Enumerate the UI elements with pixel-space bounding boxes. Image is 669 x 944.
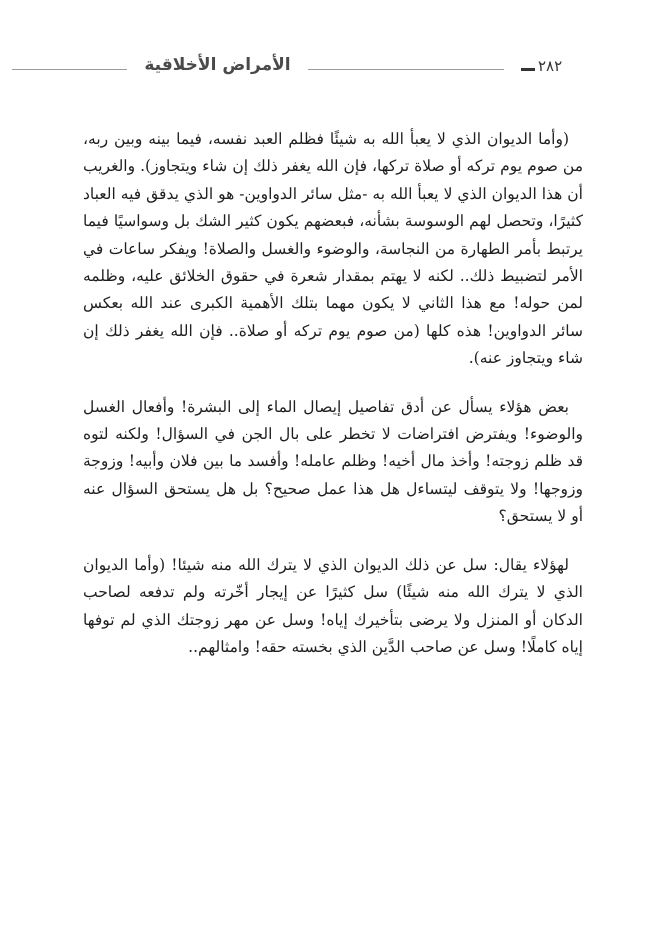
page-number-dash <box>521 68 535 71</box>
header-rule-middle <box>308 69 504 70</box>
paragraph-1: (وأما الديوان الذي لا يعبأ الله به شيئًا فظلم العبد نفسه، فيما بينه وبين ربه، من صوم يوم تركه أو صلاة تركها، فإن الله يغفر ذلك إن شاء ويتجاوز). والغريب أن هذا الديوان الذي لا يعبأ الله به -مثل سائر الدواوين- هو الذي يدقق فيه العباد كثيرًا، وتحصل لهم الوسوسة بشأنه، فبعضهم يكون كثير الشك بل وسواسيًا فيما يرتبط بأمر الطهارة من النجاسة، والوضوء والغسل والصلاة! ويفكر ساعات في الأمر لتضبيط ذلك.. لكنه لا يهتم بمقدار شعرة في حقوق الخلائق عليه، وظلمه لمن حوله! مع هذا الثاني لا يكون مهما بتلك الأهمية الكبرى عند الله بعكس سائر الدواوين! هذه كلها (من صوم يوم تركه أو صلاة.. فإن الله يغفر ذلك إن شاء ويتجاوز عنه). <box>83 130 583 368</box>
page-number: ٢٨٢ <box>538 57 563 75</box>
paragraph-2: بعض هؤلاء يسأل عن أدق تفاصيل إيصال الماء إلى البشرة! وأفعال الغسل والوضوء! ويفترض افتراضات لا تخطر على بال الجن في السؤال! ولكنه لتوه قد ظلم زوجته! وأخذ مال أخيه! وظلم عامله! وأفسد ما بين فلان وأبيه! وزوجة وزوجها! ولا يتوقف ليتساءل هل هذا عمل صحيح؟ بل هل يستحق السؤال عنه أو لا يستحق؟ <box>83 397 583 526</box>
header-rule-left <box>12 69 127 70</box>
paragraph-3: لهؤلاء يقال: سل عن ذلك الديوان الذي لا يترك الله منه شيئا! (وأما الديوان الذي لا يترك الله منه شيئًا) سل كثيرًا عن إيجار أخّرته ولم تدفعه لصاحب الدكان أو المنزل ولا يرضى بتأخيرك إياه! وسل عن مهر زوجتك الذي لم توفها إياه كاملًا! وسل عن صاحب الدَّين الذي بخسته حقه! وامثالهم.. <box>83 555 583 656</box>
page-body <box>83 126 583 682</box>
chapter-title: الأمراض الأخلاقية <box>144 55 291 75</box>
running-header <box>0 52 669 88</box>
